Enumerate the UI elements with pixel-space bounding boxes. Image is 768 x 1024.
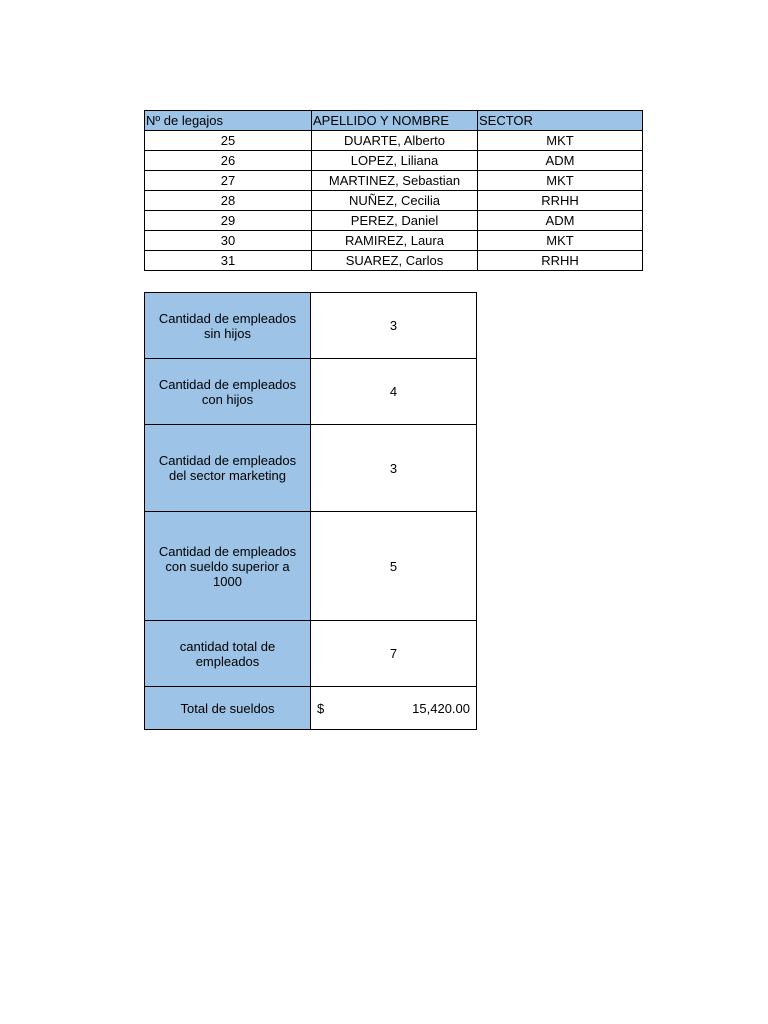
summary-value: 4 — [311, 359, 477, 425]
currency-symbol: $ — [317, 700, 325, 716]
cell-nombre: NUÑEZ, Cecilia — [312, 191, 478, 211]
summary-value: 3 — [311, 425, 477, 512]
summary-value: 5 — [311, 512, 477, 621]
cell-legajo: 27 — [145, 171, 312, 191]
summary-row-marketing — [145, 425, 477, 512]
header-sector: SECTOR — [478, 111, 643, 131]
summary-row-total-sueldos — [145, 687, 477, 730]
money-value — [311, 701, 476, 716]
table-row — [145, 191, 643, 211]
summary-money-cell — [311, 687, 477, 730]
cell-legajo: 31 — [145, 251, 312, 271]
employee-roster-table — [144, 110, 643, 271]
cell-sector: RRHH — [478, 191, 643, 211]
table-row — [145, 171, 643, 191]
cell-nombre: DUARTE, Alberto — [312, 131, 478, 151]
cell-legajo: 28 — [145, 191, 312, 211]
summary-value: 7 — [311, 621, 477, 687]
table-row — [145, 231, 643, 251]
summary-label: Cantidad de empleados del sector marketing — [145, 425, 311, 512]
summary-label: Cantidad de empleados con hijos — [145, 359, 311, 425]
cell-nombre: PEREZ, Daniel — [312, 211, 478, 231]
cell-sector: MKT — [478, 131, 643, 151]
summary-row-sin-hijos — [145, 293, 477, 359]
summary-label: Cantidad de empleados con sueldo superior a 1000 — [145, 512, 311, 621]
summary-row-sueldo-superior — [145, 512, 477, 621]
cell-legajo: 25 — [145, 131, 312, 151]
summary-row-con-hijos — [145, 359, 477, 425]
cell-nombre: SUAREZ, Carlos — [312, 251, 478, 271]
summary-value: 3 — [311, 293, 477, 359]
summary-table — [144, 292, 477, 730]
money-amount: 15,420.00 — [412, 700, 470, 716]
summary-label: cantidad total de empleados — [145, 621, 311, 687]
cell-nombre: RAMIREZ, Laura — [312, 231, 478, 251]
header-legajo: Nº de legajos — [145, 111, 312, 131]
cell-sector: RRHH — [478, 251, 643, 271]
table-row — [145, 131, 643, 151]
table-row — [145, 211, 643, 231]
cell-sector: MKT — [478, 231, 643, 251]
table-row — [145, 151, 643, 171]
summary-label: Cantidad de empleados sin hijos — [145, 293, 311, 359]
cell-nombre: LOPEZ, Liliana — [312, 151, 478, 171]
cell-legajo: 30 — [145, 231, 312, 251]
header-nombre: APELLIDO Y NOMBRE — [312, 111, 478, 131]
summary-label: Total de sueldos — [145, 687, 311, 730]
cell-legajo: 29 — [145, 211, 312, 231]
roster-header-row — [145, 111, 643, 131]
cell-nombre: MARTINEZ, Sebastian — [312, 171, 478, 191]
table-row — [145, 251, 643, 271]
cell-sector: ADM — [478, 151, 643, 171]
cell-legajo: 26 — [145, 151, 312, 171]
summary-row-total-empleados — [145, 621, 477, 687]
cell-sector: ADM — [478, 211, 643, 231]
cell-sector: MKT — [478, 171, 643, 191]
